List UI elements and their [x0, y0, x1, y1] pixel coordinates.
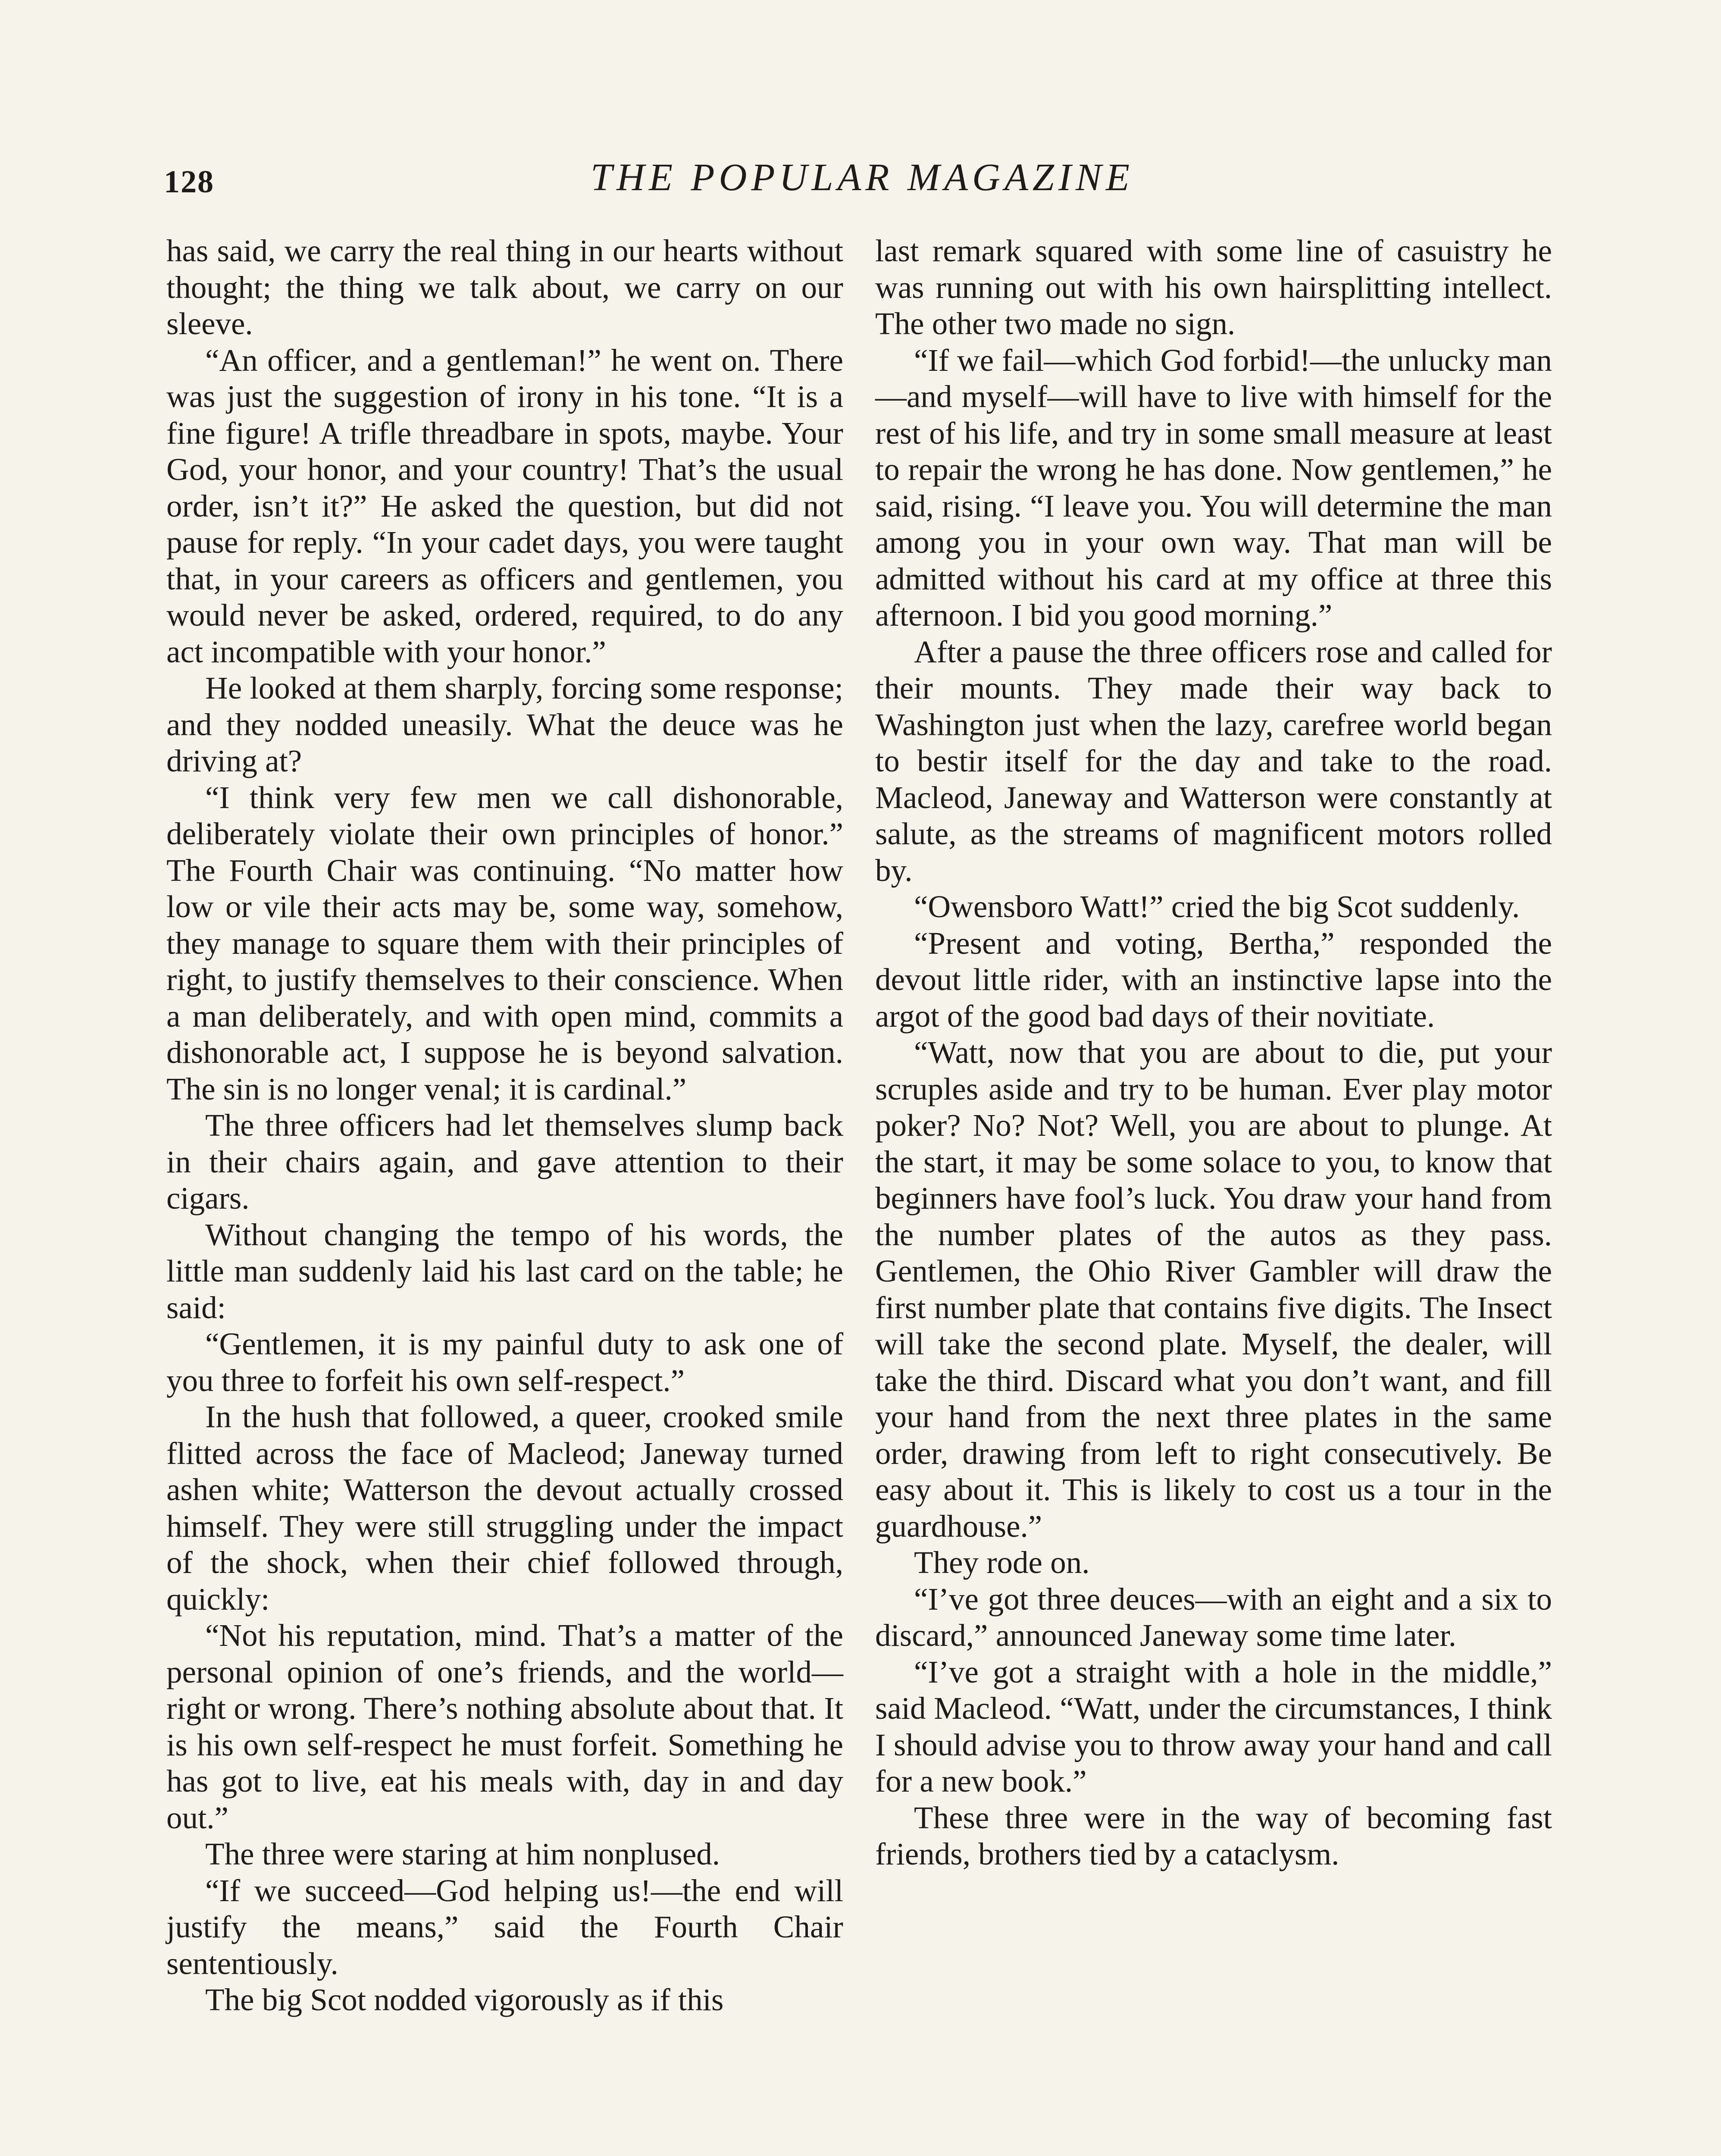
paragraph: “If we fail—which God forbid!—the unlucky man—and myself—will have to live with himself for the rest of his life, and try in some small measure at least to repair the wrong he has done. Now gentlemen,” he said, rising. “I leave you. You will determine the man among you in your own way. That man will be admitted without his card at my office at three this afternoon. I bid you good morning.” [875, 342, 1552, 633]
paragraph: “Owensboro Watt!” cried the big Scot suddenly. [914, 889, 1520, 924]
paragraph: “Not his reputation, mind. That’s a matter of the personal opinion of one’s friends, and the world—right or wrong. There’s nothing absolute about that. It is his own self-respect he must forfeit. Something he has got to live, eat his meals with, day in and day out.” [166, 1618, 843, 1835]
paragraph: “I’ve got a straight with a hole in the middle,” said Macleod. “Watt, under the circumstances, I think I should advise you to throw away your hand and call for a new book.” [875, 1654, 1552, 1799]
paragraph: “I’ve got three deuces—with an eight and a six to discard,” announced Janeway some time later. [875, 1581, 1552, 1653]
paragraph: He looked at them sharply, forcing some response; and they nodded uneasily. What the deuce was he driving at? [166, 671, 843, 778]
paragraph: last remark squared with some line of casuistry he was running out with his own hairsplitting intellect. The other two made no sign. [875, 233, 1552, 341]
paragraph: In the hush that followed, a queer, crooked smile flitted across the face of Macleod; Janeway turned ashen white; Watterson the devout actually crossed himself. They were still struggling under the impact of the shock, when their chief followed through, quickly: [166, 1399, 843, 1617]
paragraph: The three were staring at him nonplused. [205, 1836, 720, 1871]
paragraph: “Watt, now that you are about to die, put your scruples aside and try to be human. Ever play motor poker? No? Not? Well, you are about to plunge. At the start, it may be some solace to you, to know that beginners have fool’s luck. You draw your hand from the number plates of the autos as they pass. Gentlemen, the Ohio River Gambler will draw the first number plate that contains five digits. The Insect will take the second plate. Myself, the dealer, will take the third. Discard what you don’t want, and fill your hand from the next three plates in the same order, drawing from left to right consecutively. Be easy about it. This is likely to cost us a tour in the guardhouse.” [875, 1035, 1552, 1544]
paragraph: The three officers had let themselves slump back in their chairs again, and gave attention to their cigars. [166, 1108, 843, 1216]
paragraph: They rode on. [914, 1545, 1090, 1580]
paragraph: Without changing the tempo of his words, the little man suddenly laid his last card on the table; he said: [166, 1217, 843, 1325]
page-header [164, 155, 1561, 216]
paragraph: “An officer, and a gentleman!” he went on. There was just the suggestion of irony in his tone. “It is a fine figure! A trifle threadbare in spots, maybe. Your God, your honor, and your country! That’s the usual order, isn’t it?” He asked the question, but did not pause for reply. “In your cadet days, you were taught that, in your careers as officers and gentlemen, you would never be asked, ordered, required, to do any act incompatible with your honor.” [166, 342, 843, 669]
paragraph: “If we succeed—God helping us!—the end will justify the means,” said the Fourth Chair sententiously. [166, 1873, 843, 1981]
paragraph: “Present and voting, Bertha,” responded the devout little rider, with an instinctive lapse into the argot of the good bad days of their novitiate. [875, 925, 1552, 1034]
left-column [166, 233, 843, 2018]
right-column [875, 233, 1552, 1873]
running-title: THE POPULAR MAGAZINE [591, 156, 1134, 199]
paragraph: The big Scot nodded vigorously as if this [205, 1982, 724, 2017]
page-number: 128 [164, 164, 214, 200]
paragraph: has said, we carry the real thing in our hearts without thought; the thing we talk about, we carry on our sleeve. [166, 233, 843, 341]
paragraph: These three were in the way of becoming fast friends, brothers tied by a cataclysm. [875, 1800, 1552, 1871]
paragraph: After a pause the three officers rose and called for their mounts. They made their way back to Washington just when the lazy, carefree world began to bestir itself for the day and take to the road. Macleod, Janeway and Watterson were constantly at salute, as the streams of magnificent motors rolled by. [875, 634, 1552, 888]
paragraph: “I think very few men we call dishonorable, deliberately violate their own principles of honor.” The Fourth Chair was continuing. “No matter how low or vile their acts may be, some way, somehow, they manage to square them with their principles of right, to justify themselves to their conscience. When a man deliberately, and with open mind, commits a dishonorable act, I suppose he is beyond salvation. The sin is no longer venal; it is cardinal.” [166, 780, 843, 1106]
paragraph: “Gentlemen, it is my painful duty to ask one of you three to forfeit his own self-respect.” [166, 1326, 843, 1398]
